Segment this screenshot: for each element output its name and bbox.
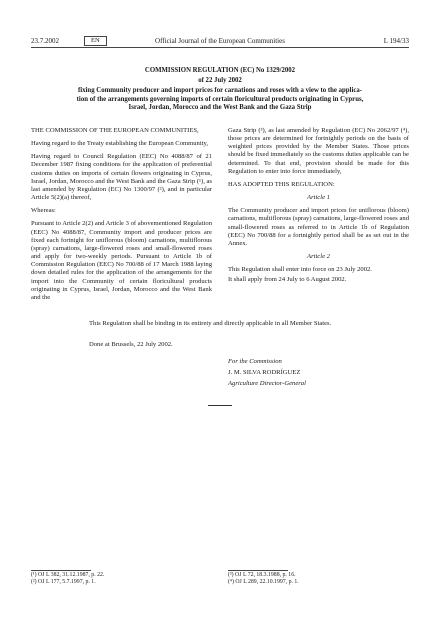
regulation-subject-line-2: tion of the arrangements governing imports of certain floricultural products originating in Cyprus, xyxy=(76,95,364,103)
footnote-rule-left xyxy=(31,570,91,571)
regulation-number: COMMISSION REGULATION (EC) No 1329/2002 xyxy=(144,67,296,74)
footnote-4: (⁴) OJ L 289, 22.10.1997, p. 1. xyxy=(228,579,299,586)
signatory-for: For the Commission xyxy=(228,358,282,365)
header-date: 23.7.2002 xyxy=(31,37,59,45)
regulation-subject-line-1: fixing Community producer and import prices for carnations and roses with a view to the applica- xyxy=(77,87,363,95)
footnotes-left xyxy=(31,572,212,587)
page-reference: L 194/33 xyxy=(383,37,409,45)
whereas-heading: Whereas: xyxy=(31,207,56,215)
signatory-name: J. M. SILVA RODRÍGUEZ xyxy=(228,369,301,376)
issuer: THE COMMISSION OF THE EUROPEAN COMMUNITIES, xyxy=(31,127,199,134)
adoption-statement: HAS ADOPTED THIS REGULATION: xyxy=(228,180,335,188)
article-2-application-period: It shall apply from 24 July to 6 August 2002. xyxy=(228,276,347,284)
regulation-subject-line-3: Israel, Jordan, Morocco and the West Bank and the Gaza Strip xyxy=(128,104,312,112)
closing-rule xyxy=(208,405,232,406)
regulation-date: of 22 July 2002 xyxy=(198,76,242,84)
article-1-heading: Article 1 xyxy=(307,194,330,202)
document-title xyxy=(40,67,400,113)
article-2-entry-into-force: This Regulation shall enter into force on 23 July 2002. xyxy=(228,266,372,274)
footnote-rule-right xyxy=(228,570,288,571)
footnote-2: (²) OJ L 177, 5.7.1997, p. 1. xyxy=(31,579,96,586)
recital-main: Pursuant to Article 2(2) and Article 3 of abovementioned Regulation (EEC) No 4088/87, Community import and producer prices are fixed each fortnight for uniflorous (bloom) carnations, multiflorous (spray) carnations, large-flowered roses and small-flowered roses and apply for two-weekly periods. Pursuant to Article 1b of Commission Regulation (EEC) No 700/88 of 17 March 1988 laying down detailed rules for the application of the arrangements for the import into the Community of certain floricultural products originating in Cyprus, Israel, Jordan, Morocco and the West Bank and the xyxy=(31,220,212,301)
left-column xyxy=(31,127,212,307)
right-column xyxy=(228,127,409,290)
article-1-text: The Community producer and import prices for uniflorous (bloom) carnations, multiflorous (spray) carnations, large-flowered roses and small-flowered roses as referred to in Article 1b of Regulation (EEC) No 700/88 for a fortnightly period shall be as set out in the Annex. xyxy=(228,207,409,247)
binding-clause: This Regulation shall be binding in its entirety and directly applicable in all Member States. xyxy=(89,320,332,327)
recital-treaty: Having regard to the Treaty establishing the European Community, xyxy=(31,140,209,148)
signatory-role: Agriculture Director-General xyxy=(228,380,306,387)
journal-title: Official Journal of the European Communities xyxy=(155,37,285,45)
language-badge: EN xyxy=(84,36,107,46)
recital-council-regulation: Having regard to Council Regulation (EEC) No 4088/87 of 21 December 1987 fixing conditions for the application of preferential customs duties on imports of certain flowers originating in Cyprus, Israel, Jordan, Morocco and the West Bank and the Gaza Strip (¹), as last amended by Regulation (EC) No 1300/97 (²), and in particular Article 5(2)(a) thereof, xyxy=(31,153,212,202)
footnote-3: (³) OJ L 72, 18.3.1988, p. 16. xyxy=(228,572,296,578)
header-rule xyxy=(31,47,409,48)
footnotes-right xyxy=(228,572,409,587)
recital-continued: Gaza Strip (³), as last amended by Regulation (EC) No 2062/97 (⁴), those prices are determined for fortnightly periods on the basis of weighted prices provided by the Member States. Those prices should be fixed immediately so the customs duties applicable can be determined. To that end, provision should be made for this Regulation to enter into force immediately, xyxy=(228,127,409,175)
footnote-1: (¹) OJ L 382, 31.12.1987, p. 22. xyxy=(31,572,105,578)
article-2-heading: Article 2 xyxy=(307,253,330,261)
done-at: Done at Brussels, 22 July 2002. xyxy=(89,341,173,348)
